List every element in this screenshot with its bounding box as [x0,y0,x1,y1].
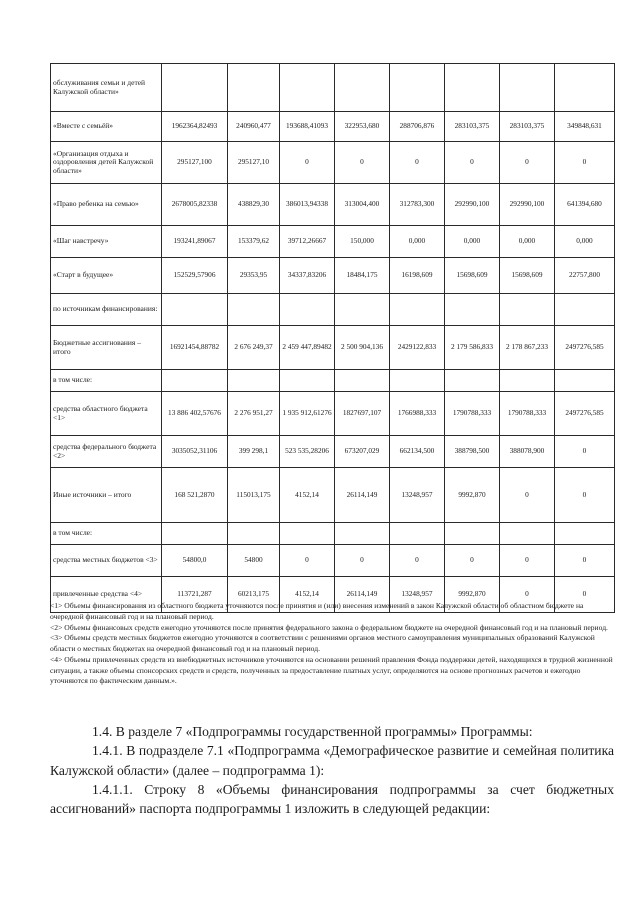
cell-value: 2 676 249,37 [228,326,280,370]
cell-value [228,523,280,545]
cell-value: 0 [500,577,555,613]
cell-value: 2 500 904,136 [335,326,390,370]
cell-value: 313004,400 [335,184,390,226]
cell-value [280,523,335,545]
cell-value: 54800,0 [162,545,228,577]
cell-value [280,64,335,112]
cell-value: 4152,14 [280,468,335,523]
cell-value: 13248,957 [390,577,445,613]
cell-value: 283103,375 [500,112,555,142]
cell-value: 295127,10 [228,142,280,184]
cell-value: 1827697,107 [335,392,390,436]
cell-value: 60213,175 [228,577,280,613]
cell-value: 0 [445,142,500,184]
cell-value: 0 [280,142,335,184]
cell-value [390,294,445,326]
cell-value: 193688,41093 [280,112,335,142]
cell-value: 153379,62 [228,226,280,258]
table-row [51,468,615,523]
cell-value: 1790788,333 [445,392,500,436]
cell-value: 26114,149 [335,577,390,613]
row-label: Бюджетные ассигнования – итого [51,326,162,370]
row-label: средства областного бюджета <1> [51,392,162,436]
body-text [50,722,614,818]
cell-value [445,64,500,112]
cell-value: 13248,957 [390,468,445,523]
cell-value: 16198,609 [390,258,445,294]
cell-value: 240960,477 [228,112,280,142]
cell-value: 0 [445,545,500,577]
cell-value: 0 [500,545,555,577]
row-label: в том числе: [51,370,162,392]
cell-value: 0 [390,142,445,184]
cell-value [555,370,615,392]
table-row [51,226,615,258]
footnotes [50,601,614,687]
cell-value: 673207,029 [335,436,390,468]
cell-value: 0 [280,545,335,577]
cell-value: 2 276 951,27 [228,392,280,436]
cell-value: 15698,609 [445,258,500,294]
cell-value: 2678005,82338 [162,184,228,226]
cell-value: 2429122,833 [390,326,445,370]
table-row [51,392,615,436]
cell-value [390,64,445,112]
table-row [51,436,615,468]
cell-value [335,64,390,112]
footnote-1: <1> Объемы финансирования из областного бюджета уточняются после принятия и (или) внесения изменений в закон Калужской области об областном бюджете на очередной финансовый год и на плановый период. [50,601,584,621]
table-row [51,523,615,545]
cell-value [162,523,228,545]
cell-value [280,294,335,326]
cell-value [500,294,555,326]
row-label: по источникам финансирования: [51,294,162,326]
cell-value: 2 178 867,233 [500,326,555,370]
row-label: средства федерального бюджета <2> [51,436,162,468]
cell-value: 0,000 [555,226,615,258]
cell-value: 193241,89067 [162,226,228,258]
cell-value: 34337,83206 [280,258,335,294]
cell-value: 2 179 586,833 [445,326,500,370]
table-row [51,370,615,392]
cell-value [555,64,615,112]
cell-value: 388798,500 [445,436,500,468]
cell-value: 523 535,28206 [280,436,335,468]
cell-value [162,370,228,392]
footnote-3: <3> Объемы средств местных бюджетов ежегодно уточняются в соответствии с решениями органов местного самоуправления муниципальных образований Калужской области о местных бюджетах на очередной финансовый год и на плановый период. [50,633,595,654]
table-row [51,184,615,226]
cell-value: 9992,870 [445,577,500,613]
footnote-2: <2> Объемы финансовых средств ежегодно уточняются после принятия федерального закона о федеральном бюджете на очередной финансовый год и на плановый период. [50,622,608,632]
table-row [51,64,615,112]
cell-value: 288706,876 [390,112,445,142]
cell-value: 2497276,585 [555,326,615,370]
cell-value: 662134,500 [390,436,445,468]
cell-value: 9992,870 [445,468,500,523]
cell-value: 0 [335,545,390,577]
cell-value: 0 [555,436,615,468]
row-label: «Вместе с семьёй» [51,112,162,142]
cell-value [228,370,280,392]
row-label: средства местных бюджетов <3> [51,545,162,577]
cell-value: 1766988,333 [390,392,445,436]
cell-value [555,523,615,545]
cell-value: 26114,149 [335,468,390,523]
cell-value [162,64,228,112]
cell-value: 13 886 402,57676 [162,392,228,436]
table-row [51,142,615,184]
cell-value: 1 935 912,61276 [280,392,335,436]
cell-value: 312783,300 [390,184,445,226]
footnote-4: <4> Объемы привлеченных средств из внебюджетных источников уточняются на основании решений правления Фонда поддержки детей, находящихся в трудной жизненной ситуации, а также объемы спонсорских средств и средств, полученных за предоставление платных услуг, определяются на основе прогнозных расчетов и ежегодно уточняются по фактическим данным.». [50,654,613,686]
cell-value: 322953,680 [335,112,390,142]
cell-value: 292990,100 [500,184,555,226]
cell-value [500,523,555,545]
cell-value: 0,000 [500,226,555,258]
cell-value: 15698,609 [500,258,555,294]
cell-value: 0 [335,142,390,184]
cell-value [335,523,390,545]
cell-value: 54800 [228,545,280,577]
cell-value: 292990,100 [445,184,500,226]
cell-value: 1790788,333 [500,392,555,436]
cell-value: 1962364,82493 [162,112,228,142]
cell-value [162,294,228,326]
cell-value: 115013,175 [228,468,280,523]
cell-value [228,64,280,112]
cell-value [445,294,500,326]
cell-value: 2497276,585 [555,392,615,436]
cell-value: 113721,287 [162,577,228,613]
cell-value: 0,000 [390,226,445,258]
cell-value: 0 [555,545,615,577]
cell-value: 2 459 447,89482 [280,326,335,370]
cell-value: 18484,175 [335,258,390,294]
cell-value: 0 [555,468,615,523]
cell-value: 399 298,1 [228,436,280,468]
cell-value [280,370,335,392]
cell-value: 295127,100 [162,142,228,184]
cell-value: 388078,900 [500,436,555,468]
cell-value [390,523,445,545]
cell-value: 150,000 [335,226,390,258]
table-row [51,258,615,294]
row-label: «Право ребенка на семью» [51,184,162,226]
paragraph-subsection-7-1: 1.4.1. В подразделе 7.1 «Подпрограмма «Демографическое развитие и семейная политика Калужской области» (далее – подпрограмма 1): [50,743,614,778]
row-label: Иные источники – итого [51,468,162,523]
row-label: привлеченные средства <4> [51,577,162,613]
cell-value: 16921454,88782 [162,326,228,370]
table-row [51,326,615,370]
cell-value [555,294,615,326]
cell-value: 4152,14 [280,577,335,613]
cell-value: 168 521,2870 [162,468,228,523]
row-label: обслуживания семьи и детей Калужской области» [51,64,162,112]
cell-value: 39712,26667 [280,226,335,258]
cell-value: 0,000 [445,226,500,258]
cell-value: 438829,30 [228,184,280,226]
row-label: «Старт в будущее» [51,258,162,294]
cell-value [335,370,390,392]
cell-value: 152529,57906 [162,258,228,294]
cell-value [500,64,555,112]
cell-value [228,294,280,326]
cell-value: 0 [500,142,555,184]
table-row [51,294,615,326]
cell-value [500,370,555,392]
cell-value: 0 [555,577,615,613]
cell-value: 3035052,31106 [162,436,228,468]
cell-value: 386013,94338 [280,184,335,226]
cell-value [335,294,390,326]
row-label: в том числе: [51,523,162,545]
paragraph-section-7: 1.4. В разделе 7 «Подпрограммы государственной программы» Программы: [92,724,533,739]
row-label: «Организация отдыха и оздоровления детей Калужской области» [51,142,162,184]
cell-value: 22757,800 [555,258,615,294]
cell-value [445,523,500,545]
cell-value: 349848,631 [555,112,615,142]
paragraph-row-8: 1.4.1.1. Строку 8 «Объемы финансирования подпрограммы за счет бюджетных ассигнований» паспорта подпрограммы 1 изложить в следующей редакции: [50,781,614,817]
table-row [51,545,615,577]
cell-value: 0 [500,468,555,523]
cell-value: 0 [390,545,445,577]
cell-value: 29353,95 [228,258,280,294]
cell-value: 641394,680 [555,184,615,226]
financing-table [50,63,615,613]
cell-value [445,370,500,392]
cell-value [390,370,445,392]
table-row [51,112,615,142]
cell-value: 0 [555,142,615,184]
row-label: «Шаг навстречу» [51,226,162,258]
cell-value: 283103,375 [445,112,500,142]
